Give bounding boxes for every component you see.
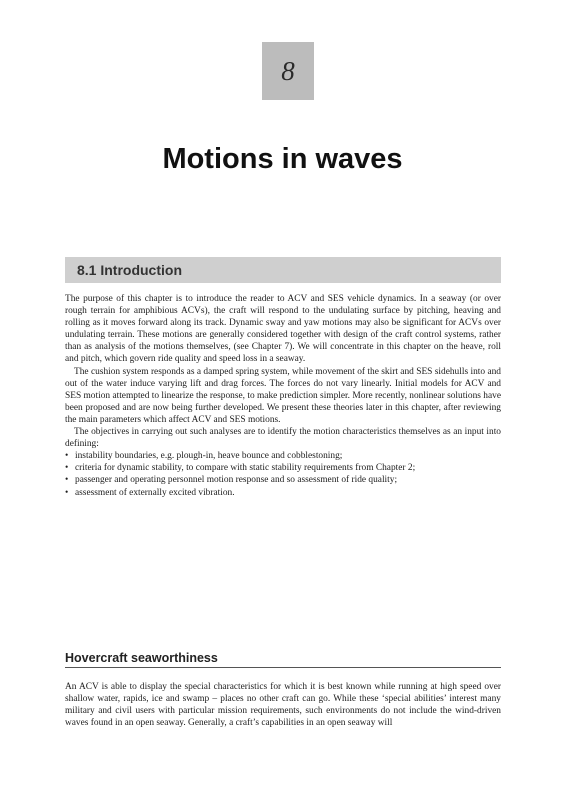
chapter-number-box <box>262 42 314 100</box>
list-item-text: instability boundaries, e.g. plough-in, heave bounce and cobblestoning; <box>75 451 343 462</box>
paragraph: The purpose of this chapter is to introduce the reader to ACV and SES vehicle dynamics. In a seaway (or over rough terrain for amphibious ACVs), the craft will respond to the undulating surface by pitching, heaving and rolling as it moves forward along its track. Dynamic sway and yaw motions may also be significant for ACVs over undulating terrain. These motions are generally considered together with design of the craft control systems, rather than as analysis of the motions themselves, (see Chapter 7). We will concentrate in this chapter on the heave, roll and pitch, which govern ride quality and speed loss in a seaway. <box>65 294 501 365</box>
section-heading: 8.1 Introduction <box>77 262 182 278</box>
paragraph: The cushion system responds as a damped spring system, while movement of the skirt and SES sidehulls into and out of the water induce varying lift and drag forces. The forces do not vary linearly. Initial models for ACV and SES motion attempted to linearize the response, to make prediction simpler. More recently, nonlinear solutions have been proposed and are now being further developed. We present these theories later in this chapter, after reviewing the main parameters which affect ACV and SES motions. <box>65 366 501 425</box>
subsection-body <box>65 681 501 729</box>
bullet-icon: • <box>65 487 69 498</box>
subsection-heading: Hovercraft seaworthiness <box>65 651 501 668</box>
list-item-text: passenger and operating personnel motion response and so assessment of ride quality; <box>75 475 398 486</box>
section-body <box>65 293 501 499</box>
list-item-text: criteria for dynamic stability, to compare with static stability requirements from Chapter 2; <box>75 463 416 474</box>
bullet-icon: • <box>65 451 69 462</box>
list-item <box>65 462 501 474</box>
list-item <box>65 474 501 486</box>
list-item-text: assessment of externally excited vibration. <box>75 487 235 498</box>
objectives-list <box>65 450 501 498</box>
bullet-icon: • <box>65 475 69 486</box>
list-item <box>65 487 501 499</box>
section-heading-bar <box>65 257 501 283</box>
paragraph: The objectives in carrying out such analyses are to identify the motion characteristics themselves as an input into defining: <box>65 427 501 450</box>
list-item <box>65 450 501 462</box>
chapter-number: 8 <box>281 55 295 86</box>
paragraph: An ACV is able to display the special characteristics for which it is best known while running at high speed over shallow water, rapids, ice and swamp – places no other craft can go. While these ‘special abilities’ interest many military and civil users with particular mission requirements, such environments do not include the wind-driven waves found in an open seaway. Generally, a craft’s capabilities in an open seaway will <box>65 682 501 729</box>
bullet-icon: • <box>65 463 69 474</box>
chapter-title: Motions in waves <box>162 143 403 175</box>
